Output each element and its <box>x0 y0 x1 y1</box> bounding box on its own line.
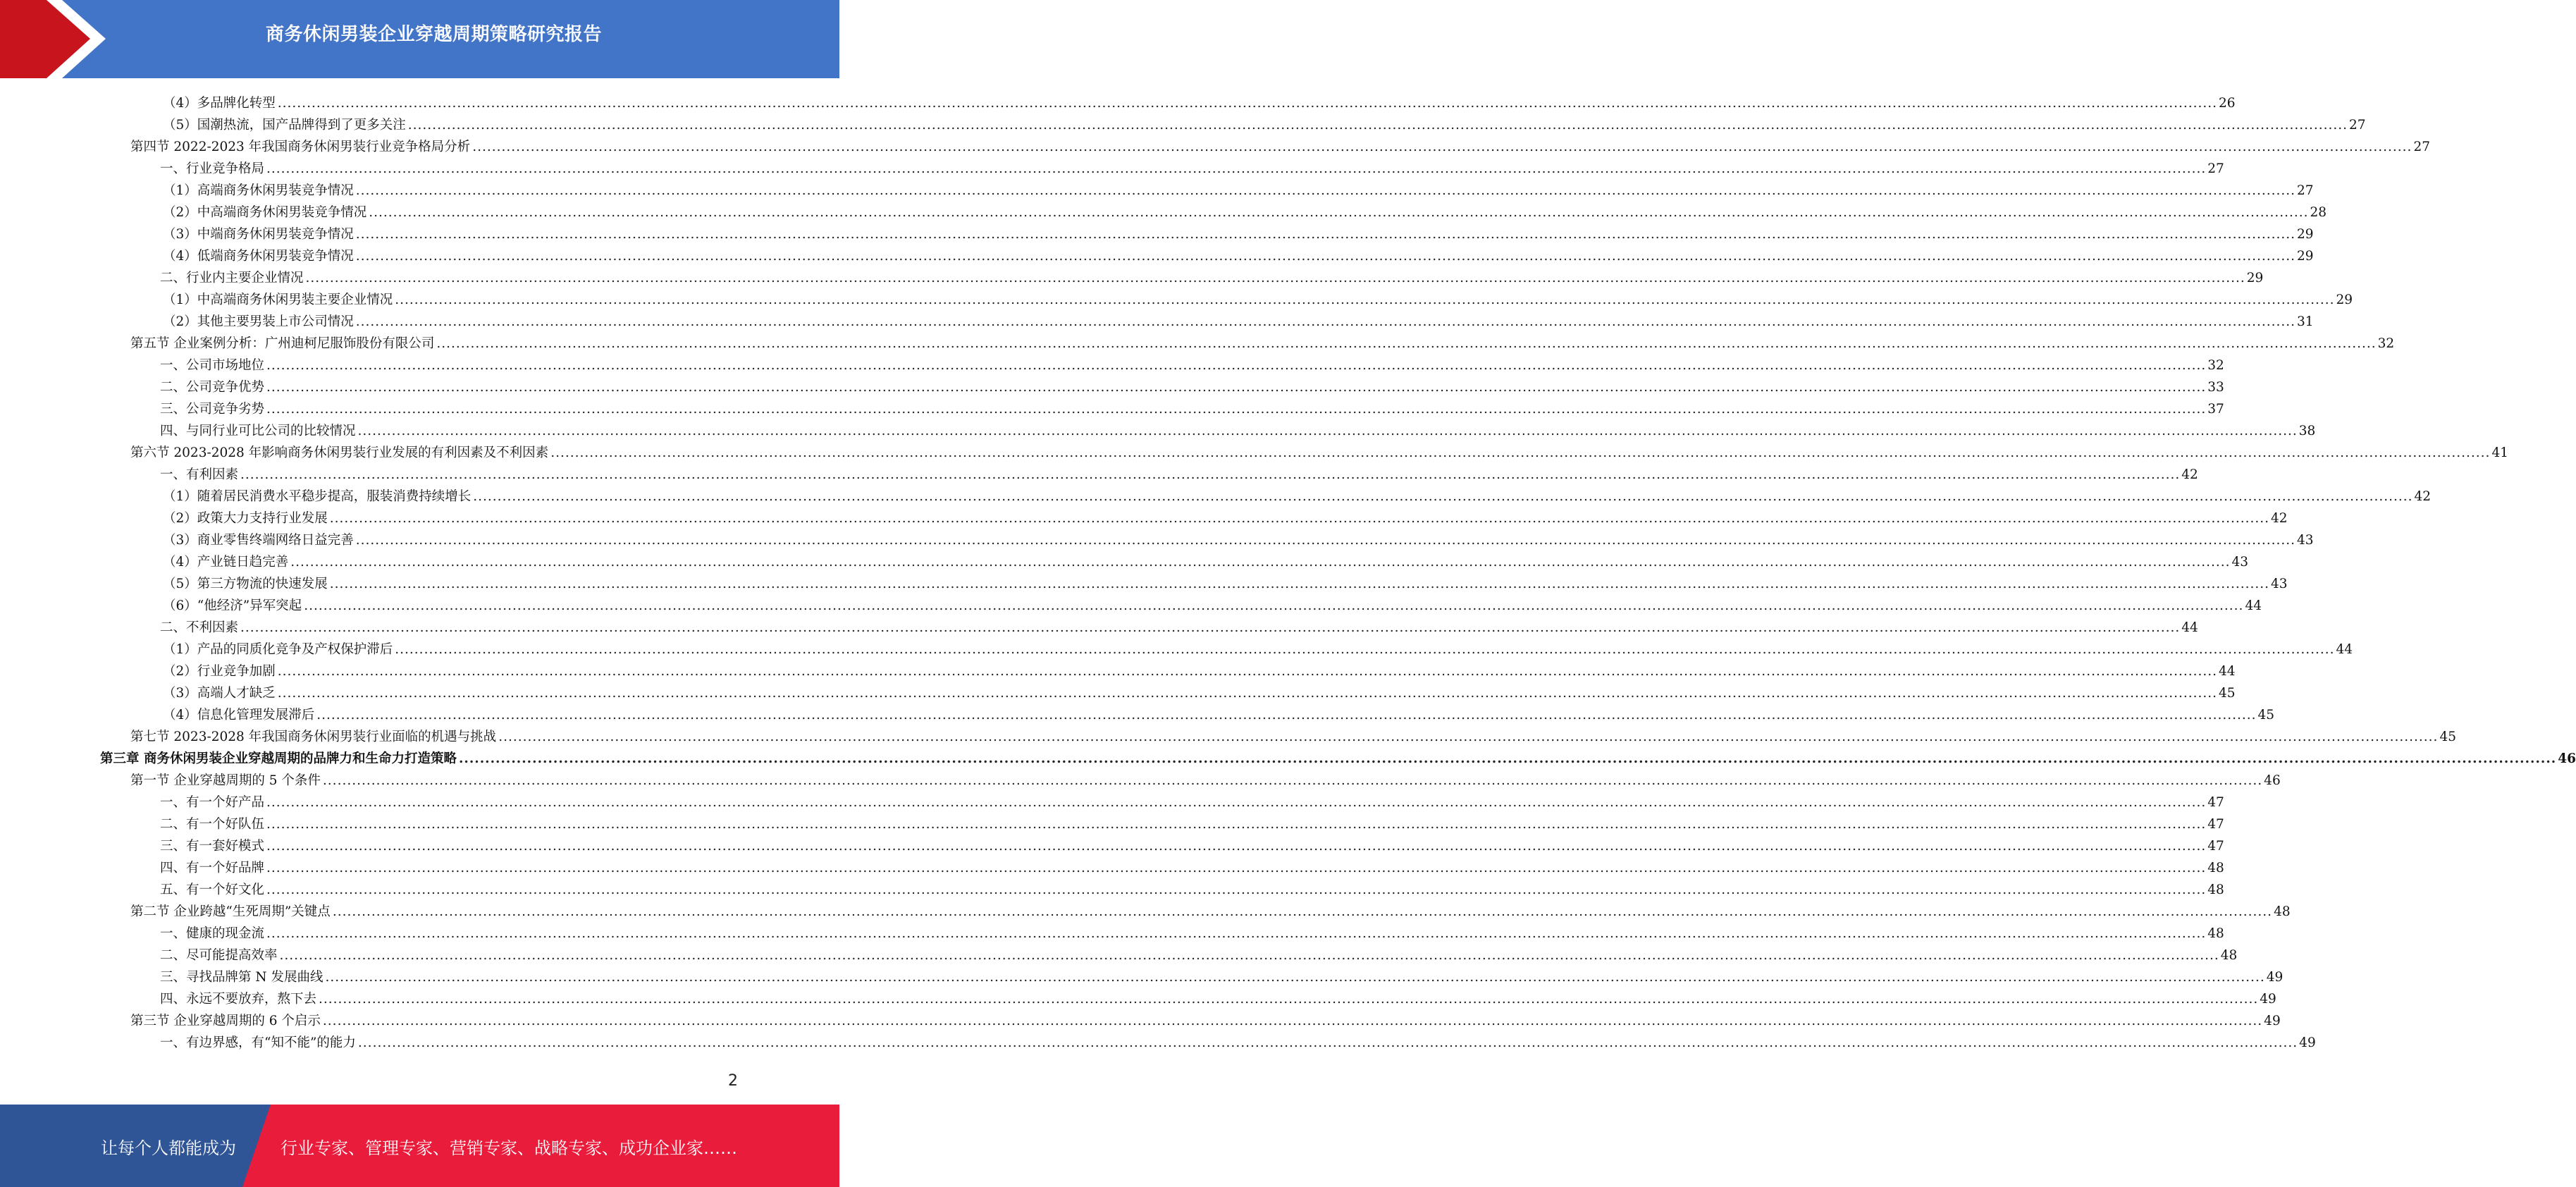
toc-entry[interactable] <box>160 855 2224 877</box>
toc-leader-dots: ................................................................................................................................................................................................................................................................................................................................................................................................................ <box>369 205 2309 220</box>
toc-entry[interactable] <box>130 1008 2281 1030</box>
toc-entry-title: 四、有一个好品牌 <box>160 861 265 875</box>
toc-entry-page: 32 <box>2377 336 2395 351</box>
toc-entry-title: 第四节 2022-2023 年我国商务休闲男装行业竞争格局分析 <box>130 140 471 154</box>
toc-entry-title: 一、健康的现金流 <box>160 926 265 941</box>
toc-entry-title: 第七节 2023-2028 年我国商务休闲男装行业面临的机遇与挑战 <box>130 730 497 744</box>
toc-leader-dots: ................................................................................................................................................................................................................................................................................................................................................................................................................ <box>266 926 2207 941</box>
toc-entry-title: 三、寻找品牌第 N 发展曲线 <box>160 970 323 985</box>
toc-leader-dots: ................................................................................................................................................................................................................................................................................................................................................................................................................ <box>266 380 2207 395</box>
toc-entry[interactable] <box>163 309 2314 331</box>
toc-entry-title: 第六节 2023-2028 年影响商务休闲男装行业发展的有利因素及不利因素 <box>130 445 549 460</box>
toc-entry[interactable] <box>160 396 2224 418</box>
toc-entry-page: 47 <box>2207 839 2224 854</box>
toc-leader-dots: ................................................................................................................................................................................................................................................................................................................................................................................................................ <box>357 424 2298 438</box>
toc-entry-page: 29 <box>2297 227 2314 242</box>
toc-entry-title: 第二节 企业跨越“生死周期”关键点 <box>130 904 331 919</box>
toc-entry[interactable] <box>160 615 2198 636</box>
toc-leader-dots: ................................................................................................................................................................................................................................................................................................................................................................................................................ <box>395 642 2335 657</box>
toc-leader-dots: ................................................................................................................................................................................................................................................................................................................................................................................................................ <box>266 358 2207 373</box>
toc-entry[interactable] <box>163 527 2314 549</box>
toc-entry-title: （1）高端商务休闲男装竞争情况 <box>163 183 354 198</box>
toc-entry-title: 第一节 企业穿越周期的 5 个条件 <box>130 773 321 788</box>
toc-entry[interactable] <box>160 921 2224 942</box>
toc-leader-dots: ................................................................................................................................................................................................................................................................................................................................................................................................................ <box>322 1014 2263 1028</box>
toc-entry[interactable] <box>160 462 2198 484</box>
toc-entry-page: 29 <box>2297 249 2314 264</box>
toc-entry-page: 44 <box>2245 598 2262 613</box>
toc-entry-title: 四、永远不要放弃，熬下去 <box>160 992 317 1007</box>
toc-entry-page: 48 <box>2274 904 2291 919</box>
toc-entry-page: 46 <box>2558 751 2576 766</box>
toc-entry-page: 49 <box>2266 970 2284 985</box>
toc-entry-page: 27 <box>2207 161 2224 176</box>
toc-entry[interactable] <box>130 768 2281 789</box>
toc-entry-title: （4）低端商务休闲男装竞争情况 <box>163 249 354 264</box>
toc-entry-page: 48 <box>2207 882 2224 897</box>
toc-entry-page: 43 <box>2297 533 2314 548</box>
toc-entry[interactable] <box>100 746 2576 768</box>
toc-entry[interactable] <box>163 505 2288 527</box>
toc-entry[interactable] <box>160 986 2276 1008</box>
toc-leader-dots: ................................................................................................................................................................................................................................................................................................................................................................................................................ <box>355 314 2296 329</box>
toc-entry-page: 32 <box>2207 358 2224 373</box>
toc-leader-dots: ................................................................................................................................................................................................................................................................................................................................................................................................................ <box>319 992 2259 1007</box>
toc-entry-page: 48 <box>2207 861 2224 875</box>
toc-entry[interactable] <box>130 899 2291 921</box>
toc-entry[interactable] <box>163 484 2432 505</box>
toc-entry[interactable] <box>163 636 2353 658</box>
toc-entry[interactable] <box>160 789 2224 811</box>
toc-leader-dots: ................................................................................................................................................................................................................................................................................................................................................................................................................ <box>277 96 2218 111</box>
toc-entry-title: 第五节 企业案例分析：广州迪柯尼服饰股份有限公司 <box>130 336 435 351</box>
toc-entry-page: 49 <box>2299 1035 2316 1050</box>
toc-entry-page: 47 <box>2207 817 2224 832</box>
toc-entry-title: 一、有边界感，有“知不能”的能力 <box>160 1035 356 1050</box>
toc-entry-page: 45 <box>2257 708 2275 722</box>
toc-entry-page: 48 <box>2220 948 2238 963</box>
toc-leader-dots: ................................................................................................................................................................................................................................................................................................................................................................................................................ <box>325 970 2265 985</box>
toc-leader-dots: ................................................................................................................................................................................................................................................................................................................................................................................................................ <box>279 948 2219 963</box>
toc-entry-page: 47 <box>2207 795 2224 810</box>
toc-leader-dots: ................................................................................................................................................................................................................................................................................................................................................................................................................ <box>277 686 2218 701</box>
toc-entry[interactable] <box>163 221 2314 243</box>
footer-slogan-right: 行业专家、管理专家、营销专家、战略专家、成功企业家…… <box>281 1138 737 1158</box>
toc-leader-dots: ................................................................................................................................................................................................................................................................................................................................................................................................................ <box>266 839 2207 854</box>
toc-leader-dots: ................................................................................................................................................................................................................................................................................................................................................................................................................ <box>329 577 2270 591</box>
toc-entry-page: 44 <box>2181 620 2198 635</box>
toc-entry-page: 27 <box>2349 118 2366 133</box>
toc-entry-title: （3）高端人才缺乏 <box>163 686 276 701</box>
toc-leader-dots: ................................................................................................................................................................................................................................................................................................................................................................................................................ <box>266 882 2207 897</box>
toc-entry-title: （1）中高端商务休闲男装主要企业情况 <box>163 293 393 307</box>
toc-entry[interactable] <box>160 1030 2316 1052</box>
footer-slogan-left: 让每个人都能成为 <box>101 1138 236 1158</box>
toc-leader-dots: ................................................................................................................................................................................................................................................................................................................................................................................................................ <box>332 904 2273 919</box>
toc-entry-page: 42 <box>2414 489 2432 504</box>
toc-entry-title: 二、公司竞争优势 <box>160 380 265 395</box>
toc-entry-title: （6）“他经济”异军突起 <box>163 598 302 613</box>
toc-leader-dots: ................................................................................................................................................................................................................................................................................................................................................................................................................ <box>322 773 2263 788</box>
page-footer <box>0 1105 839 1187</box>
toc-entry[interactable] <box>163 243 2314 265</box>
toc-entry-page: 46 <box>2264 773 2281 788</box>
toc-leader-dots: ................................................................................................................................................................................................................................................................................................................................................................................................................ <box>498 730 2439 744</box>
toc-entry-title: 三、有一套好模式 <box>160 839 265 854</box>
toc-entry-title: 一、有一个好产品 <box>160 795 265 810</box>
toc-entry[interactable] <box>130 134 2430 156</box>
toc-entry[interactable] <box>163 680 2236 702</box>
toc-leader-dots: ................................................................................................................................................................................................................................................................................................................................................................................................................ <box>266 161 2207 176</box>
toc-entry[interactable] <box>160 418 2316 440</box>
toc-entry[interactable] <box>163 90 2236 112</box>
toc-leader-dots: ................................................................................................................................................................................................................................................................................................................................................................................................................ <box>240 620 2181 635</box>
toc-entry-title: （4）多品牌化转型 <box>163 96 276 111</box>
toc-leader-dots: ................................................................................................................................................................................................................................................................................................................................................................................................................ <box>304 598 2244 613</box>
toc-entry-page: 33 <box>2207 380 2224 395</box>
toc-leader-dots: ................................................................................................................................................................................................................................................................................................................................................................................................................ <box>407 118 2348 133</box>
toc-entry-page: 27 <box>2413 140 2430 154</box>
toc-entry[interactable] <box>160 942 2238 964</box>
page-header <box>0 0 839 78</box>
toc-entry-page: 42 <box>2181 467 2198 482</box>
toc-entry-title: 二、行业内主要企业情况 <box>160 271 304 285</box>
toc-leader-dots: ................................................................................................................................................................................................................................................................................................................................................................................................................ <box>266 402 2207 417</box>
toc-entry-page: 45 <box>2219 686 2236 701</box>
toc-entry-page: 31 <box>2297 314 2314 329</box>
toc-entry-title: 第三章 商务休闲男装企业穿越周期的品牌力和生命力打造策略 <box>100 751 457 766</box>
toc-entry[interactable] <box>163 571 2288 593</box>
toc-leader-dots: ................................................................................................................................................................................................................................................................................................................................................................................................................ <box>266 861 2207 875</box>
toc-entry-title: 一、公司市场地位 <box>160 358 265 373</box>
toc-entry-page: 37 <box>2207 402 2224 417</box>
toc-entry-page: 43 <box>2231 555 2249 570</box>
toc-leader-dots: ................................................................................................................................................................................................................................................................................................................................................................................................................ <box>277 664 2218 679</box>
toc-entry-title: （2）其他主要男装上市公司情况 <box>163 314 354 329</box>
toc-leader-dots: ................................................................................................................................................................................................................................................................................................................................................................................................................ <box>329 511 2270 526</box>
toc-leader-dots: ................................................................................................................................................................................................................................................................................................................................................................................................................ <box>550 445 2491 460</box>
toc-leader-dots: ................................................................................................................................................................................................................................................................................................................................................................................................................ <box>395 293 2335 307</box>
toc-entry-page: 42 <box>2271 511 2288 526</box>
toc-leader-dots: ................................................................................................................................................................................................................................................................................................................................................................................................................ <box>355 249 2296 264</box>
toc-leader-dots: ................................................................................................................................................................................................................................................................................................................................................................................................................ <box>240 467 2181 482</box>
toc-entry[interactable] <box>130 724 2456 746</box>
toc-entry-title: 第三节 企业穿越周期的 6 个启示 <box>130 1014 321 1028</box>
toc-leader-dots: ................................................................................................................................................................................................................................................................................................................................................................................................................ <box>472 140 2412 154</box>
toc-entry-title: （2）中高端商务休闲男装竞争情况 <box>163 205 367 220</box>
toc-leader-dots: ................................................................................................................................................................................................................................................................................................................................................................................................................ <box>316 708 2257 722</box>
toc-leader-dots: ................................................................................................................................................................................................................................................................................................................................................................................................................ <box>436 336 2377 351</box>
toc-leader-dots: ................................................................................................................................................................................................................................................................................................................................................................................................................ <box>266 795 2207 810</box>
toc-entry-page: 45 <box>2439 730 2456 744</box>
toc-entry-page: 44 <box>2219 664 2236 679</box>
toc-entry-title: （1）随着居民消费水平稳步提高，服装消费持续增长 <box>163 489 472 504</box>
toc-entry-title: 三、公司竞争劣势 <box>160 402 265 417</box>
toc-entry[interactable] <box>163 593 2262 615</box>
toc-entry-title: 五、有一个好文化 <box>160 882 265 897</box>
toc-entry[interactable] <box>160 811 2224 833</box>
toc-entry[interactable] <box>163 112 2366 134</box>
report-title: 商务休闲男装企业穿越周期策略研究报告 <box>265 24 602 45</box>
toc-entry-title: （2）政策大力支持行业发展 <box>163 511 328 526</box>
toc-entry[interactable] <box>160 265 2264 287</box>
toc-entry[interactable] <box>163 199 2327 221</box>
toc-entry-title: （2）行业竞争加剧 <box>163 664 276 679</box>
toc-entry-title: 二、尽可能提高效率 <box>160 948 278 963</box>
toc-entry-title: 一、有利因素 <box>160 467 239 482</box>
toc-entry[interactable] <box>163 178 2314 199</box>
toc-entry-page: 28 <box>2310 205 2327 220</box>
toc-entry[interactable] <box>160 964 2284 986</box>
toc-entry-title: （3）中端商务休闲男装竞争情况 <box>163 227 354 242</box>
toc-entry[interactable] <box>160 833 2224 855</box>
toc-entry-page: 29 <box>2246 271 2264 285</box>
toc-leader-dots: ................................................................................................................................................................................................................................................................................................................................................................................................................ <box>355 183 2296 198</box>
toc-entry-page: 43 <box>2271 577 2288 591</box>
toc-entry-page: 49 <box>2260 992 2276 1007</box>
toc-entry-title: 四、与同行业可比公司的比较情况 <box>160 424 356 438</box>
toc-leader-dots: ................................................................................................................................................................................................................................................................................................................................................................................................................ <box>355 533 2296 548</box>
toc-entry-page: 38 <box>2298 424 2316 438</box>
toc-entry[interactable] <box>130 331 2395 352</box>
toc-entry-page: 41 <box>2491 445 2508 460</box>
toc-entry-page: 26 <box>2219 96 2236 111</box>
page-number: 2 <box>728 1072 738 1090</box>
toc-entry-title: 一、行业竞争格局 <box>160 161 265 176</box>
toc-entry-title: （5）国潮热流，国产品牌得到了更多关注 <box>163 118 406 133</box>
toc-leader-dots: ................................................................................................................................................................................................................................................................................................................................................................................................................ <box>266 817 2207 832</box>
toc-entry-title: （4）信息化管理发展滞后 <box>163 708 315 722</box>
toc-entry[interactable] <box>163 702 2275 724</box>
toc-entry[interactable] <box>160 352 2224 374</box>
toc-entry-page: 27 <box>2297 183 2314 198</box>
toc-entry[interactable] <box>163 658 2236 680</box>
toc-entry[interactable] <box>160 156 2224 178</box>
toc-leader-dots: ................................................................................................................................................................................................................................................................................................................................................................................................................ <box>473 489 2413 504</box>
toc-entry[interactable] <box>130 440 2508 462</box>
toc-entry-page: 29 <box>2336 293 2353 307</box>
toc-leader-dots: ................................................................................................................................................................................................................................................................................................................................................................................................................ <box>305 271 2245 285</box>
toc-entry[interactable] <box>163 287 2353 309</box>
toc-entry[interactable] <box>160 877 2224 899</box>
toc-entry-page: 49 <box>2264 1014 2281 1028</box>
toc-entry-title: 二、不利因素 <box>160 620 239 635</box>
toc-entry-title: （5）第三方物流的快速发展 <box>163 577 328 591</box>
toc-leader-dots: ................................................................................................................................................................................................................................................................................................................................................................................................................ <box>290 555 2231 570</box>
toc-entry[interactable] <box>160 374 2224 396</box>
toc-entry-title: （1）产品的同质化竞争及产权保护滞后 <box>163 642 393 657</box>
toc-entry-title: 二、有一个好队伍 <box>160 817 265 832</box>
toc-leader-dots: ................................................................................................................................................................................................................................................................................................................................................................................................................ <box>357 1035 2298 1050</box>
toc-entry-page: 48 <box>2207 926 2224 941</box>
toc-entry-title: （3）商业零售终端网络日益完善 <box>163 533 354 548</box>
toc-entry-page: 44 <box>2336 642 2353 657</box>
toc-leader-dots: ................................................................................................................................................................................................................................................................................................................................................................................................................ <box>355 227 2296 242</box>
toc-entry[interactable] <box>163 549 2249 571</box>
toc-entry-title: （4）产业链日趋完善 <box>163 555 289 570</box>
toc-leader-dots: ................................................................................................................................................................................................................................................................................................................................................................................................................ <box>458 751 2557 766</box>
